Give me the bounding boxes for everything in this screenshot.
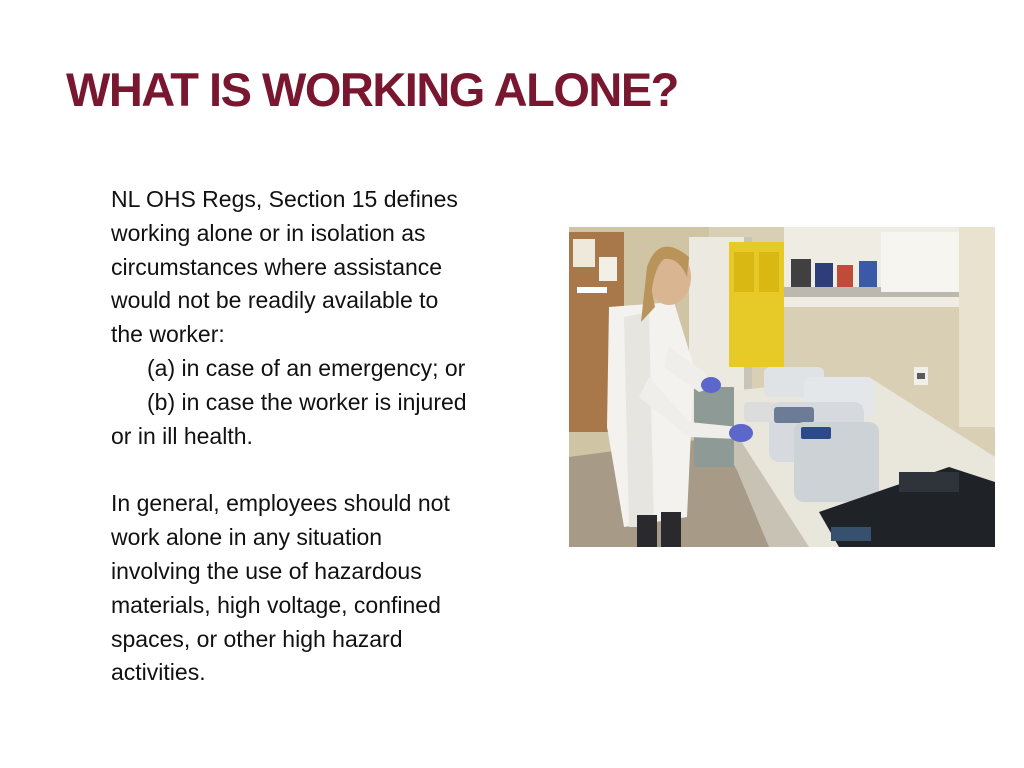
paragraph-2-line: spaces, or other high hazard: [111, 625, 403, 652]
body-text: [111, 183, 551, 690]
paragraph-1-line: the worker:: [111, 321, 225, 348]
list-item-b: (b) in case the worker is injured: [147, 388, 467, 415]
slide-title: WHAT IS WORKING ALONE?: [66, 63, 678, 116]
list-item-b-continuation: or in ill health.: [111, 422, 253, 449]
paragraph-2-line: activities.: [111, 659, 206, 686]
paragraph-2-line: In general, employees should not: [111, 490, 450, 517]
lab-worker-photo: [569, 227, 995, 547]
paragraph-2-line: work alone in any situation: [111, 524, 383, 551]
paragraph-1-line: circumstances where assistance: [111, 253, 443, 280]
paragraph-1-line: would not be readily available to: [111, 287, 439, 314]
paragraph-1-line: working alone or in isolation as: [111, 219, 426, 246]
paragraph-gap: [111, 453, 551, 487]
paragraph-1-line: NL OHS Regs, Section 15 defines: [111, 186, 458, 212]
paragraph-2-line: involving the use of hazardous: [111, 557, 422, 584]
list-item-a: (a) in case of an emergency; or: [147, 354, 466, 381]
paragraph-2-line: materials, high voltage, confined: [111, 591, 441, 618]
